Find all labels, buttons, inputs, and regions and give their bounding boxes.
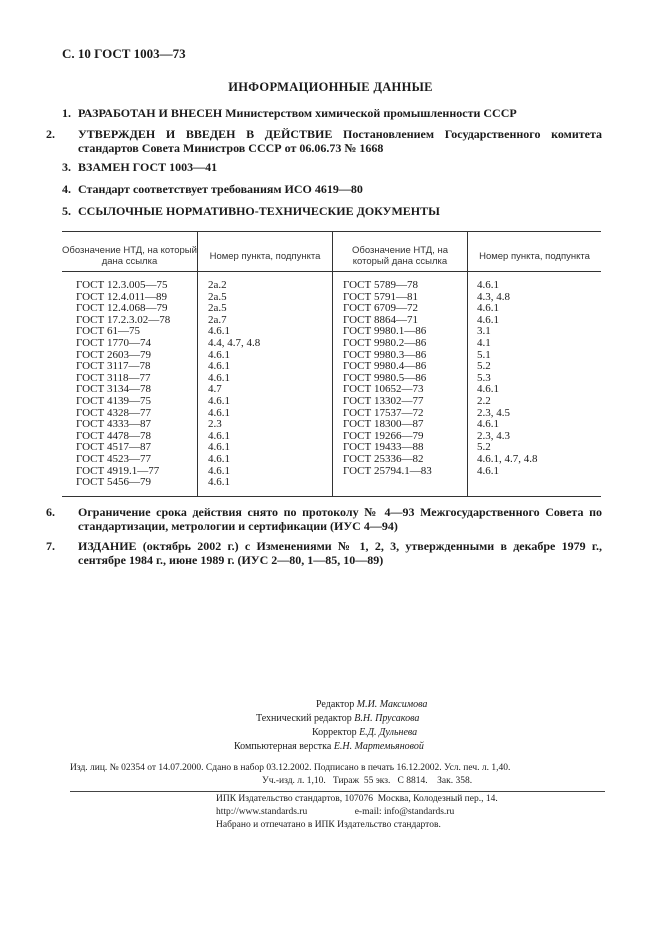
table-cell-point: 4.6.1 — [208, 371, 230, 384]
table-cell-point: 4.6.1 — [477, 313, 499, 326]
table-cell-doc: ГОСТ 5789—78 — [343, 279, 418, 291]
column-left-docs — [76, 280, 170, 489]
table-cell-doc: ГОСТ 12.4.011—89 — [76, 290, 168, 303]
credit-editor: Редактор М.И. Максимова — [316, 699, 428, 710]
table-cell-point: 4.6.1 — [208, 452, 230, 465]
table-cell-doc: ГОСТ 4333—87 — [76, 418, 151, 431]
table-cell-point: 2.3, 4.3 — [477, 429, 510, 442]
table-cell-point: 4.6.1, 4.7, 4.8 — [477, 452, 538, 465]
table-cell-doc: ГОСТ 25794.1—83 — [343, 464, 432, 477]
table-cell-doc: ГОСТ 10652—73 — [343, 383, 424, 396]
credits-block — [232, 698, 532, 754]
references-table — [62, 231, 601, 496]
table-cell-point: 5.3 — [477, 371, 491, 384]
table-cell-point: 2.3, 4.5 — [477, 406, 510, 419]
table-cell-doc: ГОСТ 19433—88 — [343, 441, 424, 454]
table-cell-doc: ГОСТ 9980.4—86 — [343, 360, 427, 373]
table-cell-doc: ГОСТ 25336—82 — [343, 452, 424, 465]
table-cell-point: 2а.2 — [208, 279, 227, 291]
table-cell-point: 4.4, 4.7, 4.8 — [208, 336, 261, 349]
table-cell-point: 2.3 — [208, 418, 222, 431]
table-cell-doc: ГОСТ 1770—74 — [76, 336, 151, 349]
table-header-doc-left: Обозначение НТД, на который дана ссылка — [62, 245, 197, 267]
credit-tech-editor: Технический редактор В.Н. Прусакова — [256, 713, 420, 724]
table-cell-doc: ГОСТ 4517—87 — [76, 441, 151, 454]
table-cell-doc: ГОСТ 9980.1—86 — [343, 325, 427, 338]
table-cell-doc: ГОСТ 8864—71 — [343, 313, 418, 326]
table-cell-point: 4.6.1 — [477, 464, 499, 477]
table-cell-doc: ГОСТ 17.2.3.02—78 — [76, 313, 171, 326]
table-cell-doc: ГОСТ 13302—77 — [343, 394, 424, 407]
table-cell-point: 4.6.1 — [208, 429, 230, 442]
table-cell-doc: ГОСТ 19266—79 — [343, 429, 424, 442]
table-cell-doc: ГОСТ 5791—81 — [343, 290, 418, 303]
table-col-divider-2 — [332, 231, 333, 496]
table-cell-point: 2.2 — [477, 394, 491, 407]
table-cell-doc: ГОСТ 3134—78 — [76, 383, 151, 396]
table-cell-point: 4.6.1 — [208, 360, 230, 373]
column-left-points — [208, 280, 260, 489]
table-cell-doc: ГОСТ 2603—79 — [76, 348, 151, 361]
table-header-doc-right: Обозначение НТД, на который дана ссылка — [352, 245, 448, 267]
table-cell-point: 2а.7 — [208, 313, 227, 326]
table-cell-point: 5.2 — [477, 360, 491, 373]
info-item-5: 5. ССЫЛОЧНЫЕ НОРМАТИВНО-ТЕХНИЧЕСКИЕ ДОКУМЕНТЫ — [62, 204, 440, 218]
table-cell-point: 5.2 — [477, 441, 491, 454]
table-cell-point: 4.6.1 — [477, 279, 499, 291]
credit-corrector: Корректор Е.Д. Дульнева — [312, 727, 418, 738]
table-cell-point: 4.7 — [208, 383, 222, 396]
print-info-line-1: Изд. лиц. № 02354 от 14.07.2000. Сдано в набор 03.12.2002. Подписано в печать 16.12.2002. Усл. печ. л. 1,40. — [70, 763, 511, 773]
table-col-divider-1 — [197, 231, 198, 496]
column-right-points — [477, 280, 538, 477]
table-cell-doc: ГОСТ 3118—77 — [76, 371, 151, 384]
table-cell-point: 4.6.1 — [477, 383, 499, 396]
table-cell-point: 4.1 — [477, 336, 491, 349]
table-cell-point: 4.6.1 — [477, 302, 499, 315]
table-cell-doc: ГОСТ 9980.5—86 — [343, 371, 427, 384]
table-cell-point: 2а.5 — [208, 290, 227, 303]
table-cell-point: 4.6.1 — [477, 418, 499, 431]
table-header-point-right: Номер пункта, подпункта — [479, 251, 590, 262]
table-cell-doc: ГОСТ 9980.2—86 — [343, 336, 427, 349]
table-cell-doc: ГОСТ 61—75 — [76, 325, 140, 338]
table-cell-point: 4.6.1 — [208, 464, 230, 477]
table-cell-doc: ГОСТ 4919.1—77 — [76, 464, 160, 477]
info-item-7: 7. ИЗДАНИЕ (октябрь 2002 г.) с Изменениями № 1, 2, 3, утвержденными в декабре 1979 г., сентябре 1984 г., июне 1989 г. (ИУС 2—80, 1—85, 10—89) — [46, 539, 602, 567]
table-cell-doc: ГОСТ 12.3.005—75 — [76, 279, 168, 291]
table-header-point-left: Номер пункта, подпункта — [209, 251, 321, 262]
table-cell-point: 5.1 — [477, 348, 491, 361]
info-item-1: 1. РАЗРАБОТАН И ВНЕСЕН Министерством химической промышленности СССР — [62, 106, 517, 120]
info-item-6: 6. Ограничение срока действия снято по протоколу № 4—93 Межгосударственного Совета по стандартизации, метрологии и сертификации (ИУС 4—94) — [46, 505, 602, 533]
table-cell-doc: ГОСТ 4478—78 — [76, 429, 151, 442]
table-cell-point: 4.6.1 — [208, 441, 230, 454]
table-cell-doc: ГОСТ 4139—75 — [76, 394, 151, 407]
table-cell-point: 4.6.1 — [208, 394, 230, 407]
table-cell-point: 4.6.1 — [208, 476, 230, 489]
section-title: ИНФОРМАЦИОННЫЕ ДАННЫЕ — [228, 80, 433, 94]
table-cell-point: 4.3, 4.8 — [477, 290, 510, 303]
table-cell-doc: ГОСТ 18300—87 — [343, 418, 424, 431]
page-header: С. 10 ГОСТ 1003—73 — [62, 46, 186, 61]
table-cell-doc: ГОСТ 9980.3—86 — [343, 348, 427, 361]
table-cell-point: 4.6.1 — [208, 406, 230, 419]
table-cell-point: 2а.5 — [208, 302, 227, 315]
info-item-4: 4. Стандарт соответствует требованиям ИСО 4619—80 — [62, 182, 363, 196]
publisher-printed: Набрано и отпечатано в ИПК Издательство стандартов. — [216, 820, 441, 830]
print-info-line-2: Уч.-изд. л. 1,10. Тираж 55 экз. С 8814. Зак. 358. — [262, 776, 473, 786]
table-bottom-border — [62, 496, 601, 497]
info-item-3: 3. ВЗАМЕН ГОСТ 1003—41 — [62, 160, 218, 174]
table-cell-doc: ГОСТ 4523—77 — [76, 452, 151, 465]
table-cell-point: 3.1 — [477, 325, 491, 338]
table-cell-point: 4.6.1 — [208, 325, 230, 338]
table-cell-doc: ГОСТ 3117—78 — [76, 360, 151, 373]
table-cell-point: 4.6.1 — [208, 348, 230, 361]
table-cell-doc: ГОСТ 6709—72 — [343, 302, 418, 315]
table-cell-doc: ГОСТ 17537—72 — [343, 406, 424, 419]
table-cell-doc: ГОСТ 5456—79 — [76, 476, 151, 489]
footer-divider — [70, 791, 605, 792]
info-item-2: 2. УТВЕРЖДЕН И ВВЕДЕН В ДЕЙСТВИЕ Постановлением Государственного комитета стандартов Совета Министров СССР от 06.06.73 № 1668 — [46, 127, 602, 155]
credit-layout: Компьютерная верстка Е.Н. Мартемьяновой — [234, 741, 424, 752]
table-cell-doc: ГОСТ 12.4.068—79 — [76, 302, 168, 315]
publisher-address: ИПК Издательство стандартов, 107076 Москва, Колодезный пер., 14. — [216, 794, 498, 804]
column-right-docs — [343, 280, 432, 477]
table-col-divider-3 — [467, 231, 468, 496]
publisher-contacts: http://www.standards.ru e-mail: info@standards.ru — [216, 807, 455, 817]
table-cell-doc: ГОСТ 4328—77 — [76, 406, 151, 419]
